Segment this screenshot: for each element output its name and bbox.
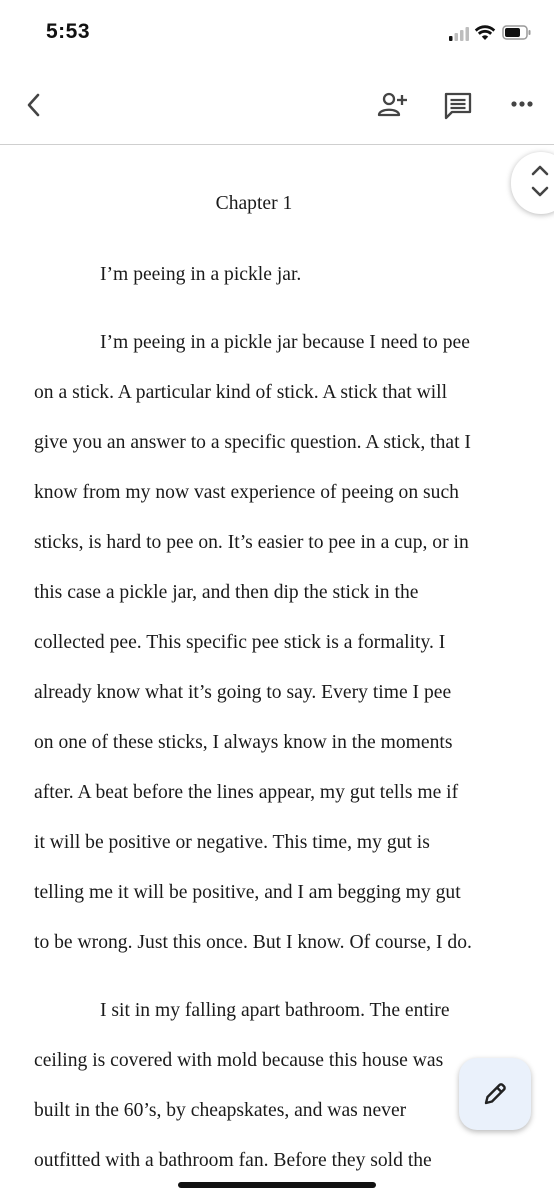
paragraph-line: on a stick. A particular kind of stick. A stick that will — [34, 382, 448, 403]
paragraph-line: ceiling is covered with mold because this house was — [34, 1050, 444, 1071]
doc-toolbar — [0, 66, 554, 145]
paragraph-line: telling me it will be positive, and I am begging my gut — [34, 882, 461, 903]
status-bar — [0, 0, 554, 66]
home-indicator — [178, 1182, 376, 1188]
page-nav-pill — [511, 152, 554, 214]
paragraph-line: already know what it’s going to say. Every time I pee — [34, 682, 452, 703]
paragraph-line: give you an answer to a specific question. A stick, that I — [34, 432, 471, 453]
paragraph-line: this case a pickle jar, and then dip the stick in the — [34, 582, 419, 603]
paragraph-line: I’m peeing in a pickle jar. — [100, 264, 302, 285]
comment-icon — [438, 86, 478, 126]
paragraph-line: outfitted with a bathroom fan. Before they sold the — [34, 1150, 432, 1171]
paragraph-line: know from my now vast experience of peeing on such — [34, 482, 459, 503]
more-horizontal-icon — [502, 86, 542, 126]
battery-icon — [502, 25, 532, 41]
pencil-edit-icon — [480, 1079, 510, 1109]
add-person-icon — [374, 86, 414, 126]
paragraph-line: after. A beat before the lines appear, my gut tells me if — [34, 782, 459, 803]
paragraph-line: collected pee. This specific pee stick is a formality. I — [34, 632, 446, 653]
comments-button[interactable] — [438, 86, 478, 126]
share-button[interactable] — [374, 86, 414, 126]
previous-button[interactable] — [529, 162, 551, 178]
cellular-signal-icon — [448, 26, 470, 42]
paragraph-line: built in the 60’s, by cheapskates, and was never — [34, 1100, 407, 1121]
wifi-icon — [474, 24, 496, 42]
chevron-left-icon — [16, 86, 56, 126]
status-time: 5:53 — [46, 20, 91, 43]
paragraph-line: it will be positive or negative. This time, my gut is — [34, 832, 430, 853]
paragraph-line: sticks, is hard to pee on. It’s easier to pee in a cup, or in — [34, 532, 469, 553]
chevron-up-icon — [529, 162, 551, 178]
edit-button[interactable] — [459, 1058, 531, 1130]
chapter-title: Chapter 1 — [215, 193, 293, 214]
paragraph-line: to be wrong. Just this once. But I know. Of course, I do. — [34, 932, 472, 953]
paragraph-line: I’m peeing in a pickle jar because I need to pee — [100, 332, 470, 353]
chevron-down-icon — [529, 184, 551, 200]
back-button[interactable] — [16, 86, 56, 126]
paragraph-line: I sit in my falling apart bathroom. The entire — [100, 1000, 450, 1021]
more-options-button[interactable] — [502, 86, 542, 126]
paragraph-line: on one of these sticks, I always know in the moments — [34, 732, 453, 753]
next-button[interactable] — [529, 184, 551, 200]
